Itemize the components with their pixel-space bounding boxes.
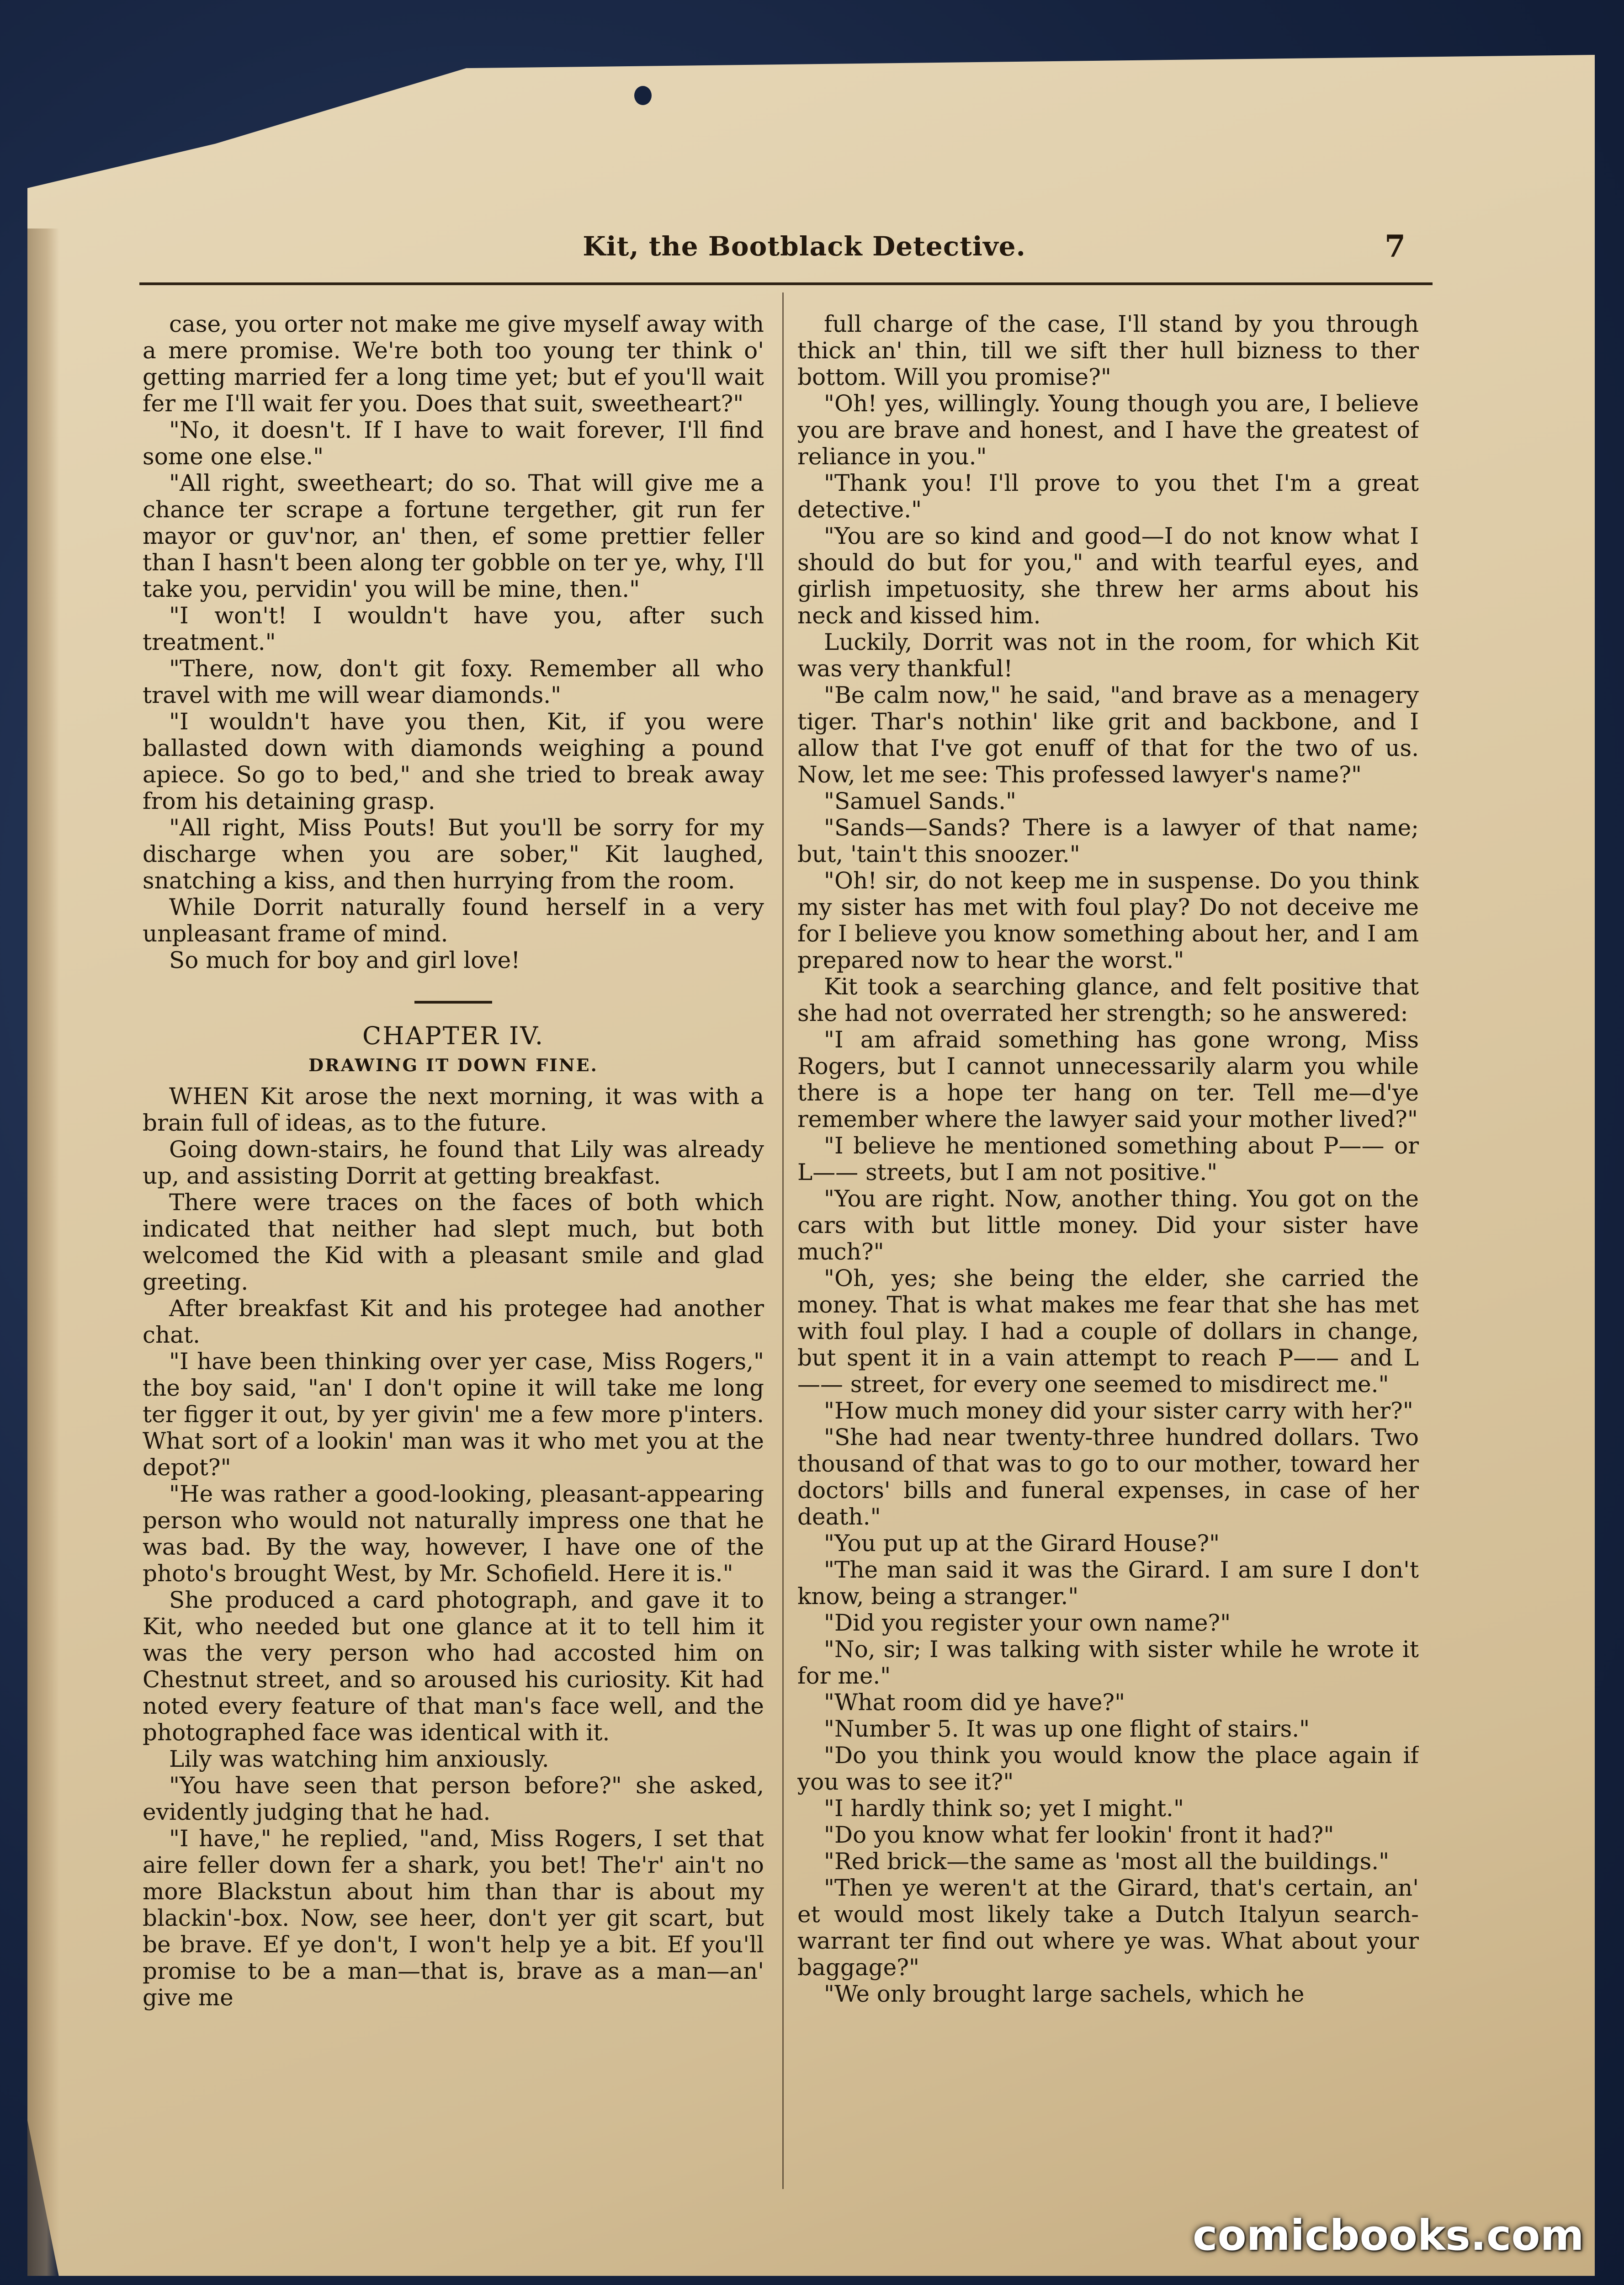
running-header-title: Kit, the Bootblack Detective.	[583, 231, 1026, 262]
chapter-title: CHAPTER IV.	[362, 1021, 545, 1050]
body-paragraph: "Oh! yes, willingly. Young though you are, I believe you are brave and honest, and I have the greatest of reliance in you."	[797, 390, 1419, 470]
left-column-text-after	[143, 1083, 764, 2011]
chapter-rule	[414, 1001, 492, 1004]
body-paragraph: Going down-stairs, he found that Lily was already up, and assisting Dorrit at getting breakfast.	[143, 1136, 764, 1189]
body-paragraph: "We only brought large sachels, which he	[824, 1981, 1305, 2007]
body-paragraph: "How much money did your sister carry with her?"	[824, 1398, 1413, 1424]
body-paragraph: "You are so kind and good—I do not know what I should do but for you," and with tearful eyes, and girlish impetuosity, she threw her arms about his neck and kissed him.	[797, 523, 1419, 629]
body-paragraph: There were traces on the faces of both which indicated that neither had slept much, but both welcomed the Kid with a pleasant smile and glad greeting.	[143, 1189, 764, 1295]
body-paragraph: "You are right. Now, another thing. You got on the cars with but little money. Did your sister have much?"	[797, 1185, 1419, 1265]
body-paragraph: "Red brick—the same as 'most all the buildings."	[824, 1848, 1390, 1875]
body-paragraph: "All right, Miss Pouts! But you'll be sorry for my discharge when you are sober," Kit laughed, snatching a kiss, and then hurrying from the room.	[143, 814, 764, 894]
body-paragraph: She produced a card photograph, and gave it to Kit, who needed but one glance at it to tell him it was the very person who had accosted him on Chestnut street, and so aroused his curiosity. Kit had noted every feature of that man's face well, and the photographed face was identical with it.	[143, 1587, 764, 1746]
body-paragraph: While Dorrit naturally found herself in a very unpleasant frame of mind.	[143, 894, 764, 947]
body-paragraph: "He was rather a good-looking, pleasant-appearing person who would not naturally impress one that he was bad. By the way, however, I have one of the photo's brought West, by Mr. Schofield. Here it is."	[143, 1481, 764, 1587]
body-paragraph: "Number 5. It was up one flight of stairs."	[824, 1716, 1310, 1742]
body-paragraph: "Be calm now," he said, "and brave as a menagery tiger. Thar's nothin' like grit and backbone, and I allow that I've got enuff of that for the two of us. Now, let me see: This professed lawyer's name?"	[797, 682, 1419, 788]
site-watermark: comicbooks.com	[1193, 2211, 1584, 2260]
body-paragraph: "You have seen that person before?" she asked, evidently judging that he had.	[143, 1772, 764, 1825]
body-paragraph: "Sands—Sands? There is a lawyer of that name; but, 'tain't this snoozer."	[797, 814, 1419, 867]
body-paragraph: Kit took a searching glance, and felt positive that she had not overrated her strength; so he answered:	[797, 973, 1419, 1026]
header-rule	[139, 282, 1433, 285]
body-paragraph: Luckily, Dorrit was not in the room, for which Kit was very thankful!	[797, 629, 1419, 682]
body-paragraph: WHEN Kit arose the next morning, it was with a brain full of ideas, as to the future.	[143, 1083, 764, 1136]
body-paragraph: "All right, sweetheart; do so. That will give me a chance ter scrape a fortune tergether, git run fer mayor or guv'nor, an' then, ef some prettier feller than I hasn't been along ter gobble on ter ye, why, I'll take you, pervidin' you will be mine, then."	[143, 470, 764, 602]
body-paragraph: full charge of the case, I'll stand by you through thick an' thin, till we sift ther hull bizness to ther bottom. Will you promise?"	[797, 311, 1419, 390]
body-paragraph: "Thank you! I'll prove to you thet I'm a great detective."	[797, 470, 1419, 523]
left-column	[143, 311, 764, 2203]
left-column-text-before	[143, 311, 764, 973]
body-paragraph: "There, now, don't git foxy. Remember all who travel with me will wear diamonds."	[143, 655, 764, 708]
right-column	[797, 311, 1419, 2203]
body-paragraph: "Samuel Sands."	[824, 788, 1016, 814]
body-paragraph: After breakfast Kit and his protegee had another chat.	[143, 1295, 764, 1348]
body-paragraph: "I am afraid something has gone wrong, Miss Rogers, but I cannot unnecessarily alarm you while there is a hope ter hang on ter. Tell me—d'ye remember where the lawyer said your mother lived?"	[797, 1026, 1419, 1132]
body-paragraph: "I won't! I wouldn't have you, after such treatment."	[143, 602, 764, 655]
body-paragraph: Lily was watching him anxiously.	[169, 1746, 549, 1772]
body-paragraph: "She had near twenty-three hundred dollars. Two thousand of that was to go to our mother, toward her doctors' bills and funeral expenses, in case of her death."	[797, 1424, 1419, 1530]
body-paragraph: "Then ye weren't at the Girard, that's certain, an' et would most likely take a Dutch Italyun search-warrant ter find out where ye was. What about your baggage?"	[797, 1875, 1419, 1981]
body-paragraph: "I believe he mentioned something about P—— or L—— streets, but I am not positive."	[797, 1132, 1419, 1185]
body-paragraph: "No, it doesn't. If I have to wait forever, I'll find some one else."	[143, 417, 764, 470]
body-paragraph: "You put up at the Girard House?"	[824, 1530, 1220, 1557]
column-divider	[782, 292, 784, 2189]
body-paragraph: "Do you think you would know the place again if you was to see it?"	[797, 1742, 1419, 1795]
right-column-text	[797, 311, 1419, 2007]
body-paragraph: "I hardly think so; yet I might."	[824, 1795, 1184, 1822]
staple-hole	[634, 86, 652, 105]
body-paragraph: "Did you register your own name?"	[824, 1610, 1231, 1636]
body-paragraph: "I have," he replied, "and, Miss Rogers, I set that aire feller down fer a shark, you bet! The'r' ain't no more Blackstun about him than thar is about my blackin'-box. Now, see heer, don't yer git scart, but be brave. Ef ye don't, I won't help ye a bit. Ef you'll promise to be a man—that is, brave as a man—an' give me	[143, 1825, 764, 2011]
body-paragraph: "I have been thinking over yer case, Miss Rogers," the boy said, "an' I don't opine it will take me long ter figger it out, by yer givin' me a few more p'inters. What sort of a lookin' man was it who met you at the depot?"	[143, 1348, 764, 1481]
body-paragraph: "I wouldn't have you then, Kit, if you were ballasted down with diamonds weighing a pound apiece. So go to bed," and she tried to break away from his detaining grasp.	[143, 708, 764, 814]
body-paragraph: "The man said it was the Girard. I am sure I don't know, being a stranger."	[797, 1557, 1419, 1610]
body-paragraph: "Oh! sir, do not keep me in suspense. Do you think my sister has met with foul play? Do not deceive me for I believe you know something about her, and I am prepared now to hear the worst."	[797, 867, 1419, 973]
body-paragraph: "What room did ye have?"	[824, 1689, 1125, 1716]
body-paragraph: "Do you know what fer lookin' front it had?"	[824, 1822, 1334, 1848]
body-paragraph: case, you orter not make me give myself away with a mere promise. We're both too young ter think o' getting married fer a long time yet; but ef you'll wait fer me I'll wait fer you. Does that suit, sweetheart?"	[143, 311, 764, 417]
body-paragraph: So much for boy and girl love!	[169, 947, 520, 973]
body-paragraph: "Oh, yes; she being the elder, she carried the money. That is what makes me fear that she has met with foul play. I had a couple of dollars in change, but spent it in a vain attempt to reach P—— and L—— street, for every one seemed to misdirect me."	[797, 1265, 1419, 1398]
body-paragraph: "No, sir; I was talking with sister while he wrote it for me."	[797, 1636, 1419, 1689]
page-spine-shadow	[27, 228, 59, 2276]
chapter-subtitle: DRAWING IT DOWN FINE.	[308, 1055, 598, 1075]
page-number: 7	[1385, 228, 1406, 264]
